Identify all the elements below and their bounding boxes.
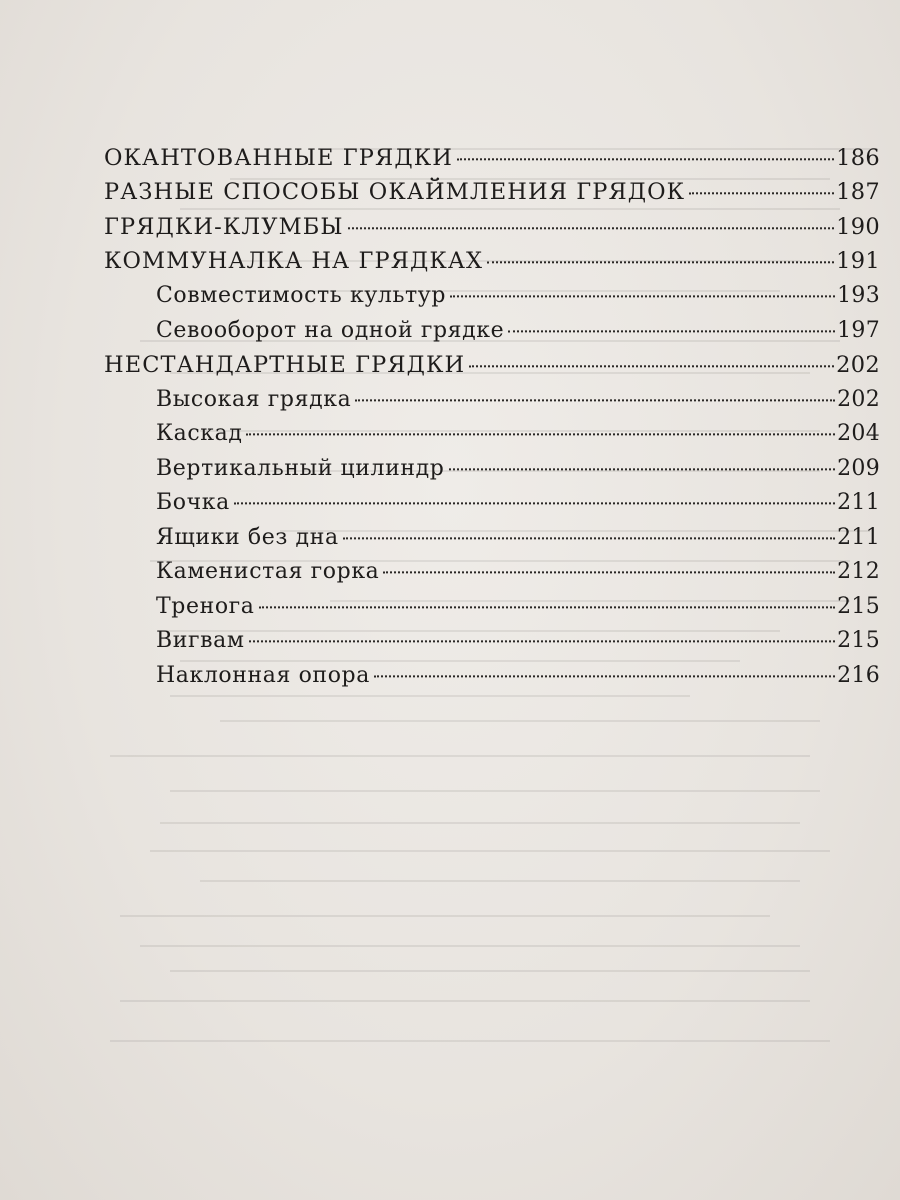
toc-entry-page: 202 — [836, 351, 880, 378]
toc-entry-title: Севооборот на одной грядке — [156, 317, 505, 343]
toc-entry-title: ГРЯДКИ-КЛУМБЫ — [104, 213, 344, 240]
bleed-line — [140, 945, 800, 947]
bleed-line — [170, 970, 810, 972]
toc-entry-page: 186 — [836, 144, 880, 171]
dot-leader — [234, 480, 835, 504]
bleed-line — [170, 695, 690, 697]
toc-entry-title: НЕСТАНДАРТНЫЕ ГРЯДКИ — [104, 351, 466, 378]
table-of-contents — [104, 140, 880, 692]
dot-leader — [487, 239, 834, 263]
toc-entry-title: Каскад — [156, 421, 243, 446]
toc-entry-page: 215 — [837, 628, 880, 653]
bleed-line — [120, 915, 770, 917]
toc-entry-page: 191 — [836, 248, 880, 274]
toc-entry-title: Совместимость культур — [156, 283, 447, 308]
toc-entry-page: 209 — [837, 455, 880, 481]
bleed-line — [170, 790, 820, 792]
toc-entry-title: Бочка — [156, 490, 230, 515]
bleed-line — [110, 755, 810, 757]
toc-entry-title: ОКАНТОВАННЫЕ ГРЯДКИ — [104, 144, 453, 171]
dot-leader — [469, 342, 834, 367]
dot-leader — [374, 653, 835, 677]
toc-subentry — [104, 658, 880, 693]
toc-entry-title: Ящики без дна — [156, 524, 339, 550]
bleed-line — [150, 850, 830, 852]
toc-entry-page: 187 — [836, 179, 880, 205]
bleed-line — [200, 880, 800, 882]
bleed-line — [160, 822, 800, 824]
dot-leader — [246, 411, 835, 435]
dot-leader — [383, 549, 835, 573]
dot-leader — [449, 446, 836, 470]
dot-leader — [343, 515, 835, 539]
toc-entry-page: 204 — [837, 421, 880, 446]
dot-leader — [508, 308, 835, 332]
toc-entry-title: Вигвам — [156, 628, 245, 653]
bleed-line — [220, 720, 820, 722]
toc-entry-page: 211 — [837, 490, 880, 515]
bleed-line — [120, 1000, 810, 1002]
toc-entry-page: 216 — [837, 662, 880, 688]
toc-entry-title: Тренога — [156, 593, 255, 619]
toc-entry-page: 202 — [837, 386, 880, 412]
dot-leader — [259, 584, 836, 608]
toc-entry-title: РАЗНЫЕ СПОСОБЫ ОКАЙМЛЕНИЯ ГРЯДОК — [104, 179, 686, 205]
toc-entry-page: 215 — [837, 593, 880, 619]
dot-leader — [348, 204, 835, 229]
dot-leader — [457, 135, 834, 160]
dot-leader — [355, 377, 835, 401]
toc-entry-title: Наклонная опора — [156, 662, 370, 688]
toc-entry-title: Каменистая горка — [156, 559, 380, 584]
dot-leader — [249, 618, 836, 642]
toc-entry-title: Вертикальный цилиндр — [156, 455, 445, 481]
toc-entry-page: 190 — [836, 213, 880, 240]
toc-entry-page: 212 — [837, 559, 880, 584]
dot-leader — [689, 170, 834, 195]
toc-entry-page: 197 — [837, 317, 880, 343]
dot-leader — [450, 273, 835, 297]
bleed-line — [110, 1040, 830, 1042]
toc-entry-page: 211 — [837, 524, 880, 550]
toc-entry-title: КОММУНАЛКА НА ГРЯДКАХ — [104, 248, 484, 274]
toc-entry-title: Высокая грядка — [156, 386, 352, 412]
toc-entry-page: 193 — [837, 283, 880, 308]
